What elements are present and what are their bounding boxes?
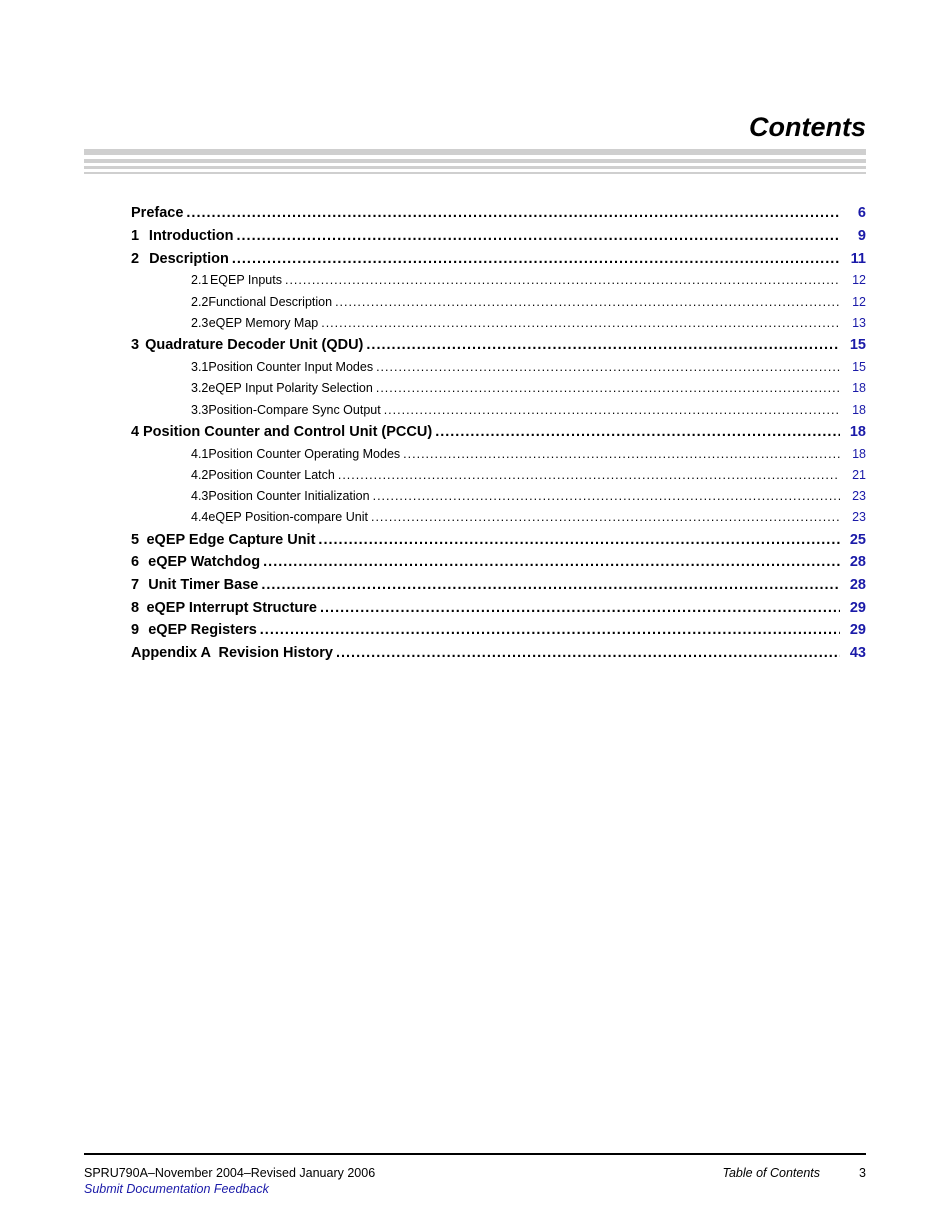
toc-leader-dots	[371, 510, 840, 524]
toc-entry[interactable]	[131, 510, 866, 531]
toc-leader-dots	[384, 403, 840, 417]
toc-leader-dots	[373, 489, 840, 503]
toc-page-link[interactable]: 29	[849, 599, 866, 616]
toc-entry-label[interactable]: eQEP Position-compare Unit	[208, 510, 368, 525]
toc-entry-number: 4.2	[191, 467, 209, 482]
toc-entry-number: 4.4	[191, 510, 209, 525]
toc-entry[interactable]	[131, 381, 866, 402]
toc-entry-label[interactable]: Preface	[131, 205, 184, 221]
toc-entry-label[interactable]: Position Counter and Control Unit (PCCU)	[143, 423, 433, 440]
toc-entry-label[interactable]: Position Counter Input Modes	[208, 359, 374, 374]
toc-entry-number: 9	[131, 622, 140, 639]
toc-entry-number: 3.1	[191, 359, 209, 374]
toc-page-link[interactable]: 21	[852, 467, 866, 482]
toc-entry[interactable]	[131, 489, 866, 510]
toc-entry[interactable]	[131, 468, 866, 489]
toc-page-link[interactable]: 18	[852, 402, 866, 417]
toc-entry-number: 2.2	[191, 294, 209, 309]
toc-leader-dots	[376, 381, 840, 395]
footer-rule	[84, 1153, 866, 1155]
toc-leader-dots	[366, 337, 840, 353]
header-rule-1	[84, 149, 866, 155]
toc-leader-dots	[403, 447, 840, 461]
toc-entry-label[interactable]: eQEP Input Polarity Selection	[208, 381, 373, 396]
header-rule-3	[84, 166, 866, 169]
toc-entry-label[interactable]: eQEP Interrupt Structure	[146, 599, 317, 616]
toc-page-link[interactable]: 23	[852, 489, 866, 504]
toc-leader-dots	[335, 295, 840, 309]
toc-entry-label[interactable]: Quadrature Decoder Unit (QDU)	[145, 337, 364, 354]
feedback-link[interactable]: Submit Documentation Feedback	[84, 1182, 269, 1196]
toc-leader-dots	[261, 577, 840, 593]
toc-entry[interactable]	[131, 600, 866, 623]
toc-entry-number: 2.3	[191, 315, 209, 330]
toc-entry[interactable]	[131, 622, 866, 645]
toc-leader-dots	[338, 468, 840, 482]
footer-section-title: Table of Contents	[722, 1166, 820, 1180]
toc-page-link[interactable]: 28	[849, 577, 866, 594]
toc-entry-label[interactable]: EQEP Inputs	[209, 273, 282, 288]
toc-entry[interactable]	[131, 360, 866, 381]
toc-leader-dots	[435, 424, 840, 440]
toc-entry-number: 3.2	[191, 381, 209, 396]
toc-entry-label[interactable]: eQEP Watchdog	[148, 554, 261, 571]
toc-page-link[interactable]: 29	[849, 622, 866, 639]
toc-entry[interactable]	[131, 337, 866, 360]
toc-entry[interactable]	[131, 251, 866, 274]
toc-entry-number: 8	[131, 599, 140, 616]
toc-leader-dots	[318, 532, 840, 548]
toc-page-link[interactable]: 6	[857, 205, 866, 221]
toc-page-link[interactable]: 12	[852, 294, 866, 309]
toc-entry[interactable]	[131, 645, 866, 668]
toc-page-link[interactable]: 11	[850, 250, 866, 267]
toc-entry[interactable]	[131, 228, 866, 251]
toc-entry-label[interactable]: Introduction	[148, 228, 234, 244]
toc-entry[interactable]	[131, 273, 866, 294]
toc-page-link[interactable]: 43	[849, 645, 866, 662]
toc-leader-dots	[336, 645, 840, 661]
toc-entry[interactable]	[131, 554, 866, 577]
toc-entry[interactable]	[131, 447, 866, 468]
toc-entry[interactable]	[131, 316, 866, 337]
toc-page-link[interactable]: 28	[849, 554, 866, 571]
toc-page-link[interactable]: 18	[849, 423, 866, 440]
toc-page-link[interactable]: 13	[852, 315, 866, 330]
toc-entry-number: 1	[131, 228, 140, 244]
toc-entry-number: 6	[131, 554, 140, 571]
toc-entry-number: 5	[131, 531, 140, 548]
table-of-contents	[131, 205, 866, 668]
toc-leader-dots	[321, 316, 840, 330]
toc-entry-label[interactable]: Functional Description	[208, 294, 333, 309]
toc-entry-label[interactable]: eQEP Registers	[148, 622, 257, 639]
toc-entry-number: 3	[131, 337, 140, 354]
toc-page-link[interactable]: 15	[852, 359, 866, 374]
toc-leader-dots	[263, 554, 840, 570]
toc-leader-dots	[237, 228, 841, 244]
toc-page-link[interactable]: 18	[852, 446, 866, 461]
header-rule-4	[84, 172, 866, 174]
toc-entry-label[interactable]: Unit Timer Base	[148, 577, 259, 594]
toc-entry-label[interactable]: Appendix A Revision History	[131, 645, 333, 662]
toc-entry-number: 7	[131, 577, 140, 594]
toc-entry-label[interactable]: Position-Compare Sync Output	[208, 402, 381, 417]
toc-leader-dots	[320, 600, 840, 616]
toc-leader-dots	[232, 251, 840, 267]
page-title: Contents	[749, 112, 866, 142]
toc-entry[interactable]	[131, 403, 866, 424]
toc-entry-label[interactable]: Description	[149, 250, 229, 267]
document-id: SPRU790A–November 2004–Revised January 2006	[84, 1166, 376, 1180]
toc-page-link[interactable]: 12	[852, 273, 866, 288]
toc-entry-label[interactable]: Position Counter Operating Modes	[208, 446, 401, 461]
toc-entry[interactable]	[131, 424, 866, 447]
toc-leader-dots	[376, 360, 840, 374]
toc-entry-number: 4.3	[191, 489, 209, 504]
header-rule-2	[84, 159, 866, 163]
toc-entry-number: 3.3	[191, 402, 209, 417]
toc-entry-label[interactable]: Position Counter Latch	[208, 467, 335, 482]
toc-leader-dots	[260, 622, 840, 638]
toc-entry-label[interactable]: eQEP Memory Map	[208, 315, 319, 330]
toc-entry[interactable]	[131, 295, 866, 316]
toc-entry[interactable]	[131, 532, 866, 555]
toc-page-link[interactable]: 18	[852, 381, 866, 396]
toc-entry-label[interactable]: Position Counter Initialization	[208, 489, 370, 504]
toc-leader-dots	[186, 205, 840, 221]
toc-entry[interactable]	[131, 205, 866, 228]
toc-page-link[interactable]: 25	[849, 531, 866, 548]
toc-page-link[interactable]: 9	[857, 228, 866, 244]
toc-entry[interactable]	[131, 577, 866, 600]
toc-entry-number: 4	[131, 423, 140, 440]
toc-page-link[interactable]: 23	[852, 510, 866, 525]
toc-entry-number: 4.1	[191, 446, 209, 461]
toc-leader-dots	[285, 273, 840, 287]
toc-page-link[interactable]: 15	[849, 337, 866, 354]
page-number: 3	[859, 1166, 866, 1180]
toc-entry-label[interactable]: eQEP Edge Capture Unit	[146, 531, 316, 548]
toc-entry-number: 2	[131, 250, 140, 267]
toc-entry-number: 2.1	[191, 273, 209, 288]
